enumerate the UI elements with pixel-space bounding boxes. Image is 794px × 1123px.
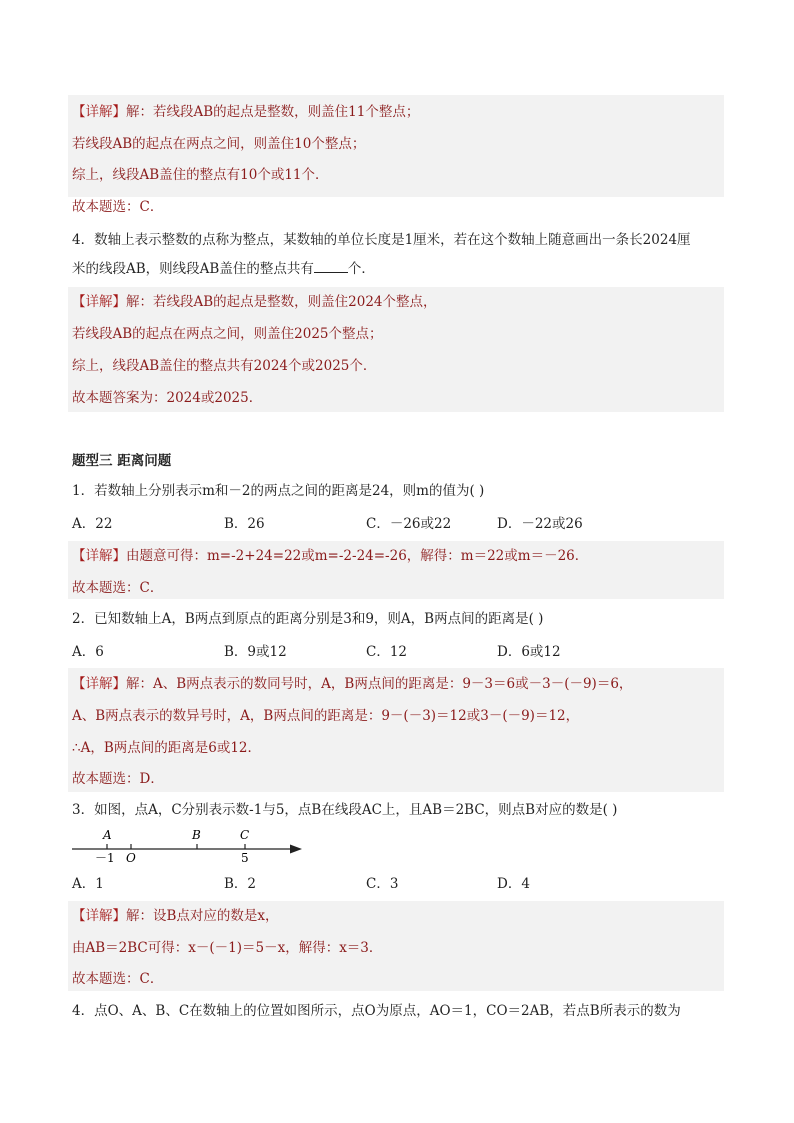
option-c: C．－26或22 <box>366 516 452 532</box>
option-c: C．12 <box>366 644 408 660</box>
option-b: B．9或12 <box>224 644 287 660</box>
question-stem: 4．点O、A、B、C在数轴上的位置如图所示，点O为原点，AO＝1，CO＝2AB，若点B所表示的数为 <box>72 1003 681 1019</box>
answer-line: 若线段AB的起点在两点之间，则盖住10个整点； <box>72 136 366 152</box>
answer-line: 故本题选：C． <box>72 580 164 596</box>
answer-tag: 【详解】 <box>72 908 126 924</box>
answer-line: 由AB＝2BC可得：x－(－1)＝5－x，解得：x＝3． <box>72 940 383 956</box>
option-d: D．4 <box>497 876 530 892</box>
answer-blank <box>314 260 348 273</box>
answer-tag: 【详解】 <box>72 676 126 692</box>
question-stem: 1．若数轴上分别表示m和－2的两点之间的距离是24，则m的值为( ) <box>72 483 485 499</box>
option-a: A．22 <box>72 516 113 532</box>
answer-tag: 【详解】 <box>72 294 126 310</box>
option-a: A．6 <box>72 644 104 660</box>
option-b: B．2 <box>224 876 257 892</box>
answer-line: 综上，线段AB盖住的整点共有2024个或2025个． <box>72 358 377 374</box>
answer-line: 【详解】解：A、B两点表示的数同号时，A，B两点间的距离是：9－3＝6或－3－(－9)＝6， <box>72 676 633 692</box>
answer-line: 故本题选：D． <box>72 771 164 787</box>
label-b: B <box>192 828 201 842</box>
question-stem: 米的线段AB，则线段AB盖住的整点共有 个． <box>72 261 375 277</box>
option-b: B．26 <box>224 516 265 532</box>
label-origin: O <box>126 851 136 865</box>
answer-line: 【详解】解：若线段AB的起点是整数，则盖住2024个整点， <box>72 294 437 310</box>
answer-tag: 【详解】 <box>72 104 126 120</box>
label-c: C <box>240 828 250 842</box>
answer-line: 综上，线段AB盖住的整点有10个或11个． <box>72 167 329 183</box>
label-minus-one: －1 <box>95 851 115 865</box>
answer-line: 故本题选：C． <box>72 199 164 215</box>
answer-line: 故本题选：C． <box>72 971 164 987</box>
answer-line: A、B两点表示的数异号时，A，B两点间的距离是：9－(－3)＝12或3－(－9)＝12， <box>72 708 580 724</box>
label-a: A <box>103 828 112 842</box>
section-title: 题型三 距离问题 <box>72 453 172 469</box>
label-five: 5 <box>241 851 249 865</box>
answer-line: 若线段AB的起点在两点之间，则盖住2025个整点； <box>72 326 383 342</box>
answer-line: 【详解】解：若线段AB的起点是整数，则盖住11个整点； <box>72 104 420 120</box>
question-stem: 2．已知数轴上A，B两点到原点的距离分别是3和9，则A，B两点间的距离是( ) <box>72 611 544 627</box>
number-line-arrow <box>290 845 302 854</box>
answer-line: 故本题答案为：2024或2025． <box>72 390 263 406</box>
question-stem: 4．数轴上表示整数的点称为整点，某数轴的单位长度是1厘米，若在这个数轴上随意画出一条长2024厘 <box>72 232 691 248</box>
option-a: A．1 <box>72 876 104 892</box>
option-c: C．3 <box>366 876 399 892</box>
answer-line: ∴A，B两点间的距离是6或12． <box>72 740 262 756</box>
answer-line: 【详解】由题意可得：m=-2+24=22或m=-2-24=-26，解得：m＝22或m＝－26． <box>72 548 589 564</box>
question-stem: 3．如图，点A，C分别表示数-1与5，点B在线段AC上，且AB＝2BC，则点B对应的数是( ) <box>72 802 618 818</box>
number-line-figure <box>72 824 312 866</box>
answer-line: 【详解】解：设B点对应的数是x， <box>72 908 279 924</box>
answer-tag: 【详解】 <box>72 548 126 564</box>
option-d: D．－22或26 <box>497 516 583 532</box>
option-d: D．6或12 <box>497 644 561 660</box>
